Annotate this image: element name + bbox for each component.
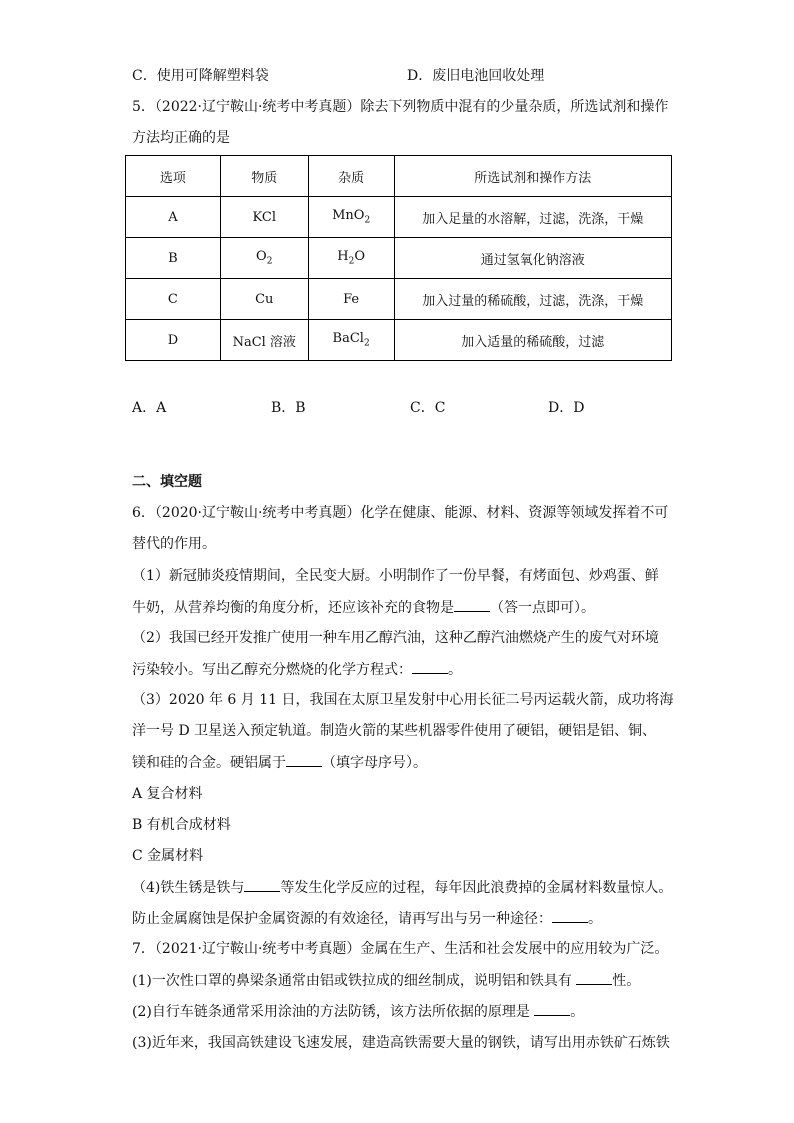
answer-blank[interactable] [412, 659, 448, 674]
text-segment: （答一点即可）。 [490, 600, 595, 616]
table-cell-method: 加入过量的稀硫酸，过滤，洗涤，干燥 [394, 279, 671, 320]
text-segment: (2)自行车链条通常采用涂油的方法防锈，该方法所依据的原理是 [132, 1004, 535, 1020]
table-cell-method: 加入足量的水溶解，过滤，洗涤，干燥 [394, 197, 671, 238]
table-cell-substance: Cu [220, 279, 308, 320]
formula-main: O [256, 249, 267, 265]
table-cell-impurity [308, 320, 394, 361]
table-cell-impurity: Fe [308, 279, 394, 320]
answer-blank[interactable] [534, 1001, 570, 1016]
answer-blank[interactable] [454, 597, 490, 612]
q5-choice-b: B．B [271, 400, 306, 416]
q6-part2-line1: （2）我国已经开发推广使用一种车用乙醇汽油，这种乙醇汽油燃烧产生的废气对环境 [132, 630, 659, 646]
table-header-cell: 杂质 [308, 156, 394, 197]
text-segment: 等发生化学反应的过程，每年因此浪费掉的金属材料数量惊人。 [280, 880, 673, 896]
table-header-cell: 选项 [126, 156, 221, 197]
q6-part3-line2: 洋一号 D 卫星送入预定轨道。制造火箭的某些机器零件使用了硬铝，硬铝是铝、铜、 [132, 723, 657, 739]
q6-option-b: B 有机合成材料 [132, 817, 231, 833]
answer-blank[interactable] [576, 970, 612, 985]
answer-blank[interactable] [286, 752, 322, 767]
q6-part1-line2 [132, 597, 595, 618]
q6-part2-line2 [132, 659, 462, 680]
q5-choice-c: C．C [410, 400, 446, 416]
formula-main: BaCl [332, 331, 364, 347]
text-segment: 镁和硅的合金。硬铝属于 [132, 755, 286, 771]
answer-blank[interactable] [552, 908, 588, 923]
table-row [126, 238, 672, 279]
q6-stem-line1: 6．（2020·辽宁鞍山·统考中考真题）化学在健康、能源、材料、资源等领域发挥着不可 [132, 505, 669, 521]
table-cell-impurity [308, 197, 394, 238]
text-segment: 防止金属腐蚀是保护金属资源的有效途径，请再写出与另一种途径： [132, 911, 552, 927]
q5-choice-a: A．A [132, 400, 167, 416]
q6-part3-line1: （3）2020 年 6 月 11 日，我国在太原卫星发射中心用长征二号丙运载火箭，成功将海 [132, 692, 674, 708]
q7-part1 [132, 970, 640, 991]
text-segment: （4)铁生锈是铁与 [132, 880, 245, 896]
table-cell-impurity [308, 238, 394, 279]
text-segment: 。 [570, 1004, 585, 1020]
q5-choice-d: D．D [548, 400, 585, 416]
table-cell-substance: NaCl 溶液 [220, 320, 308, 361]
q4-option-d: D．废旧电池回收处理 [407, 68, 545, 84]
table-cell-option: B [126, 238, 221, 279]
q7-stem: 7．（2021·辽宁鞍山·统考中考真题）金属在生产、生活和社会发展中的应用较为广泛。 [132, 941, 669, 957]
q6-stem-line2: 替代的作用。 [132, 536, 216, 552]
formula-main: H [337, 249, 349, 265]
q5-table [125, 155, 672, 361]
q6-part3-line3 [132, 752, 427, 773]
text-segment: 性。 [612, 973, 641, 989]
table-cell-method: 加入适量的稀硫酸，过滤 [394, 320, 671, 361]
text-segment: 。 [448, 662, 462, 678]
table-header-cell: 物质 [220, 156, 308, 197]
text-segment: 污染较小。写出乙醇充分燃烧的化学方程式： [132, 662, 412, 678]
table-row [126, 279, 672, 320]
table-cell-substance: KCl [220, 197, 308, 238]
formula-subscript: 2 [363, 338, 370, 349]
q7-part2 [132, 1001, 584, 1022]
table-cell-option: C [126, 279, 221, 320]
answer-blank[interactable] [244, 877, 280, 892]
table-header-cell: 所选试剂和操作方法 [394, 156, 671, 197]
table-cell-substance [220, 238, 308, 279]
table-cell-method: 通过氢氧化钠溶液 [394, 238, 671, 279]
q6-part4-line1 [132, 877, 672, 898]
text-segment: 牛奶，从营养均衡的角度分析，还应该补充的食物是 [132, 600, 454, 616]
formula-subscript: 2 [266, 256, 273, 267]
table-row [126, 197, 672, 238]
formula-tail: O [354, 249, 365, 265]
q6-part1-line1: （1）新冠肺炎疫情期间，全民变大厨。小明制作了一份早餐，有烤面包、炒鸡蛋、鲜 [132, 568, 659, 584]
text-segment: (1)一次性口罩的鼻梁条通常由铝或铁拉成的细丝制成，说明铝和铁具有 [132, 973, 577, 989]
q6-part4-line2 [132, 908, 602, 929]
formula-main: MnO [332, 208, 365, 224]
q4-option-c: C．使用可降解塑料袋 [132, 68, 269, 84]
text-segment: （填字母序号）。 [322, 755, 427, 771]
text-segment: 。 [588, 911, 602, 927]
table-header-row [126, 156, 672, 197]
table-row [126, 320, 672, 361]
table-cell-option: D [126, 320, 221, 361]
q6-option-a: A 复合材料 [132, 786, 203, 802]
q6-option-c: C 金属材料 [132, 848, 204, 864]
formula-subscript: 2 [348, 256, 355, 267]
q5-stem-line1: 5．（2022·辽宁鞍山·统考中考真题）除去下列物质中混有的少量杂质，所选试剂和操作 [132, 99, 669, 115]
formula-subscript: 2 [364, 215, 371, 226]
q7-part3: (3)近年来，我国高铁建设飞速发展，建造高铁需要大量的钢铁，请写出用赤铁矿石炼铁 [132, 1035, 670, 1051]
section-title: 二、填空题 [132, 474, 202, 490]
q5-stem-line2: 方法均正确的是 [132, 130, 230, 146]
table-cell-option: A [126, 197, 221, 238]
